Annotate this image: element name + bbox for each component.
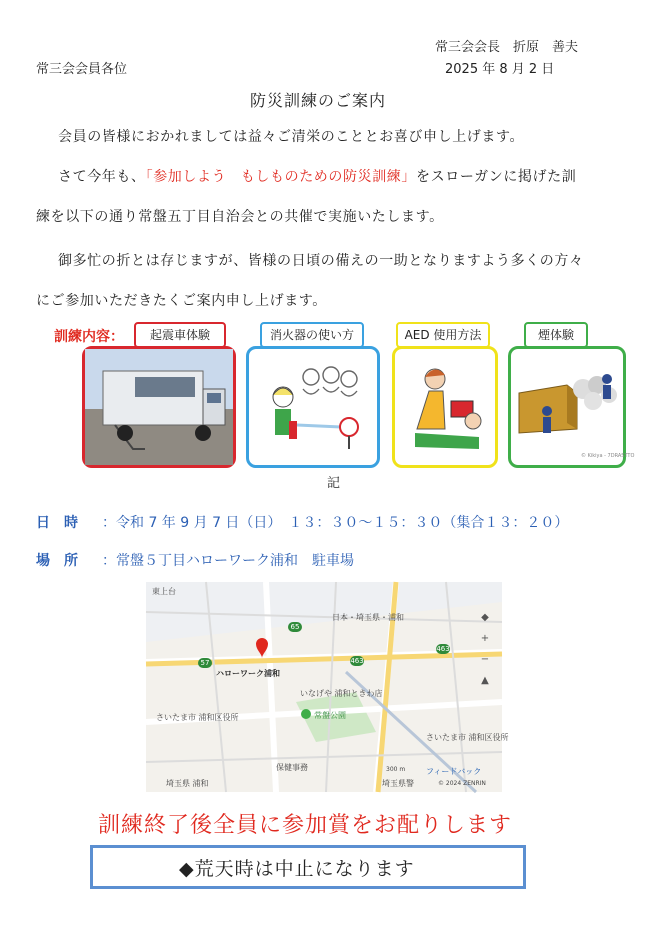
map-label-region: 日本・埼玉県・浦和 xyxy=(332,613,404,622)
training-label-aed: AED 使用方法 xyxy=(396,322,490,348)
training-label-smoke: 煙体験 xyxy=(524,322,588,348)
map-label-district: 埼玉県 浦和 xyxy=(166,779,209,788)
smoke-tent-illustration xyxy=(508,346,635,468)
award-message: 訓練終了後全員に参加賞をお配りします xyxy=(98,813,513,838)
zoom-in-icon[interactable]: + xyxy=(480,633,490,644)
layers-icon[interactable]: ▲ xyxy=(481,675,489,686)
paragraph-greeting: 会員の皆様におかれましては益々ご清栄のこととお喜び申し上げます。 xyxy=(58,129,525,145)
image-credit: © Kikiya - 7DRASTTO xyxy=(581,453,635,459)
map-label-shop: いなげや 浦和ときわ店 xyxy=(300,689,383,698)
route-marker: 463 xyxy=(436,645,450,653)
slogan-prefix: さて今年も、 xyxy=(58,169,146,185)
map-label-park: 常盤公園 xyxy=(314,711,346,720)
date-label: 日 時 xyxy=(36,515,78,531)
paragraph-closing: にご参加いただきたくご案内申し上げます。 xyxy=(36,293,327,309)
notice-text: ◆荒天時は中止になります xyxy=(179,858,415,880)
map-label-city2: さいたま市 浦和区役所 xyxy=(426,733,509,742)
slogan-text: 「参加しよう もしものための防災訓練」 xyxy=(145,169,417,185)
park-marker-icon xyxy=(301,709,311,719)
slogan-suffix: をスローガンに掲げた訓 xyxy=(416,169,577,185)
map-feedback-link[interactable]: フィードバック xyxy=(426,767,482,776)
place-label: 場 所 xyxy=(36,553,78,569)
date-value: ：令和 7 年 9 月 7 日（日） １３：３０～１５：３０（集合１３：２０） xyxy=(102,515,569,531)
paragraph-request: 御多忙の折とは存じますが、皆様の日頃の備えの一助となりますよう多くの方々 xyxy=(58,253,584,269)
map-label-office: 保健事務 xyxy=(276,763,308,772)
sender-name: 常三会会長 折原 善夫 xyxy=(435,40,579,55)
route-marker: 57 xyxy=(198,658,212,668)
document-title: 防災訓練のご案内 xyxy=(250,91,387,110)
paragraph-slogan-line xyxy=(58,166,576,186)
map-copyright: © 2024 ZENRIN xyxy=(438,780,486,787)
training-label-earthquake: 起震車体験 xyxy=(134,322,226,348)
ki-mark: 記 xyxy=(327,476,341,491)
route-marker: 65 xyxy=(288,622,302,632)
location-map[interactable] xyxy=(146,582,509,792)
map-label-hellowork: ハローワーク浦和 xyxy=(216,669,280,678)
notice-box xyxy=(90,845,526,889)
extinguisher-illustration xyxy=(246,346,380,468)
training-label-extinguisher: 消火器の使い方 xyxy=(260,322,364,348)
paragraph-cohost: 練を以下の通り常盤五丁目自治会との共催で実施いたします。 xyxy=(36,209,444,225)
place-value: ：常盤５丁目ハローワーク浦和 駐車場 xyxy=(102,553,354,569)
map-label-bank: 埼玉県警 xyxy=(382,779,414,788)
training-heading: 訓練内容： xyxy=(54,329,124,345)
map-pin-icon xyxy=(256,638,268,658)
map-label-corner: 東上台 xyxy=(152,587,176,596)
aed-illustration xyxy=(392,346,498,468)
earthquake-truck-image xyxy=(82,346,236,468)
map-scale: 300 m xyxy=(386,766,406,773)
map-label-city: さいたま市 浦和区役所 xyxy=(156,713,239,722)
recipient: 常三会会員各位 xyxy=(36,62,128,77)
document-date: 2025 年 8 月 2 日 xyxy=(445,62,555,77)
route-marker: 463 xyxy=(350,657,364,665)
compass-icon[interactable]: ◆ xyxy=(481,612,489,623)
zoom-out-icon[interactable]: − xyxy=(480,654,490,665)
